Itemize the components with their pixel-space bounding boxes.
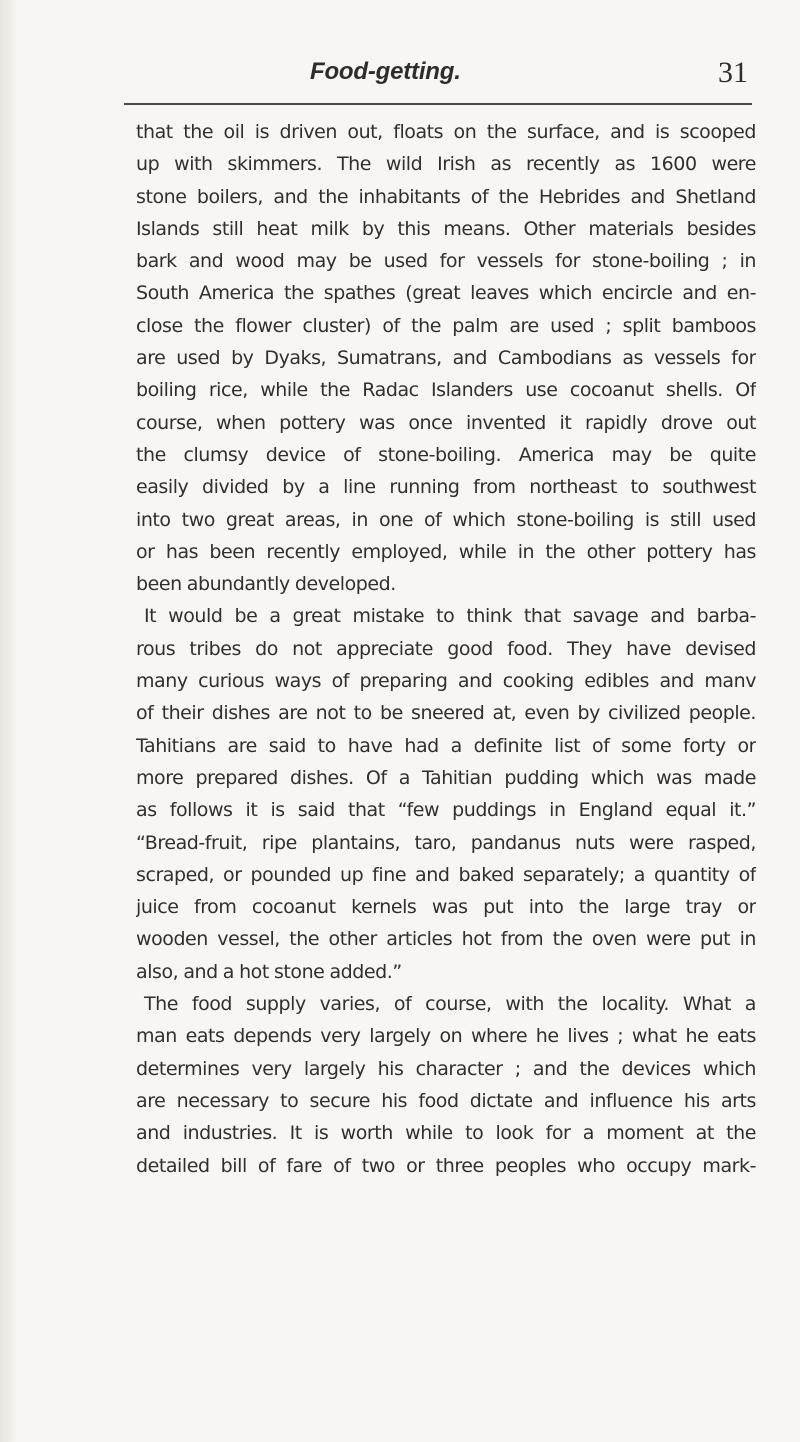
text-line: man eats depends very largely on where he lives ; what he eats [136,1025,756,1048]
text-line: Islands still heat milk by this means. Other materials besides [136,217,756,240]
header-rule [124,103,752,105]
text-line: been abundantly developed. [136,573,396,596]
text-line: boiling rice, while the Radac Islanders use cocoanut shells. Of [136,379,756,402]
text-line: close the flower cluster) of the palm are used ; split bamboos [136,314,756,337]
page-number: 31 [718,56,748,89]
page-header [0,58,800,98]
text-line: of their dishes are not to be sneered at, even by civilized people. [136,702,756,725]
text-line: the clumsy device of stone-boiling. America may be quite [136,443,756,466]
text-line: as follows it is said that “few puddings in England equal it.” [136,799,756,822]
text-line: wooden vessel, the other articles hot from the oven were put in [136,928,756,951]
paragraph [136,988,756,1182]
text-line: determines very largely his character ; and the devices which [136,1057,756,1080]
text-line: that the oil is driven out, floats on the surface, and is scooped [136,121,756,143]
text-line: scraped, or pounded up fine and baked separately; a quantity of [136,863,756,886]
running-head: Food-getting. [310,58,461,85]
text-line: stone boilers, and the inhabitants of the Hebrides and Shetland [136,185,756,208]
text-line: easily divided by a line running from northeast to southwest [136,476,756,499]
paragraph [136,116,756,600]
text-line: or has been recently employed, while in the other pottery has [136,540,756,563]
text-line: South America the spathes (great leaves which encircle and en- [136,282,756,305]
text-line: bark and wood may be used for vessels for stone-boiling ; in [136,250,756,273]
text-line: The food supply varies, of course, with the locality. What a [144,993,756,1016]
text-line: up with skimmers. The wild Irish as recently as 1600 were [136,153,756,176]
text-line: detailed bill of fare of two or three peoples who occupy mark- [136,1154,756,1177]
text-line: juice from cocoanut kernels was put into the large tray or [136,896,756,919]
text-line: are used by Dyaks, Sumatrans, and Cambodians as vessels for [136,347,756,370]
text-line: “Bread-fruit, ripe plantains, taro, pandanus nuts were rasped, [136,831,756,854]
text-line: many curious ways of preparing and cooking edibles and manv [136,670,756,693]
text-line: also, and a hot stone added.” [136,960,402,983]
text-line: into two great areas, in one of which stone-boiling is still used [136,508,756,531]
text-line: It would be a great mistake to think that savage and barba- [144,605,756,628]
text-line: course, when pottery was once invented it rapidly drove out [136,411,756,434]
text-line: are necessary to secure his food dictate and influence his arts [136,1089,756,1112]
text-line: and industries. It is worth while to look for a moment at the [136,1122,756,1145]
text-line: Tahitians are said to have had a definite list of some forty or [136,734,756,757]
page-gutter-shadow [0,0,18,1442]
text-line: more prepared dishes. Of a Tahitian pudding which was made [136,766,756,789]
paragraph [136,600,756,988]
body-text [136,116,756,1182]
text-line: rous tribes do not appreciate good food. They have devised [136,637,756,660]
